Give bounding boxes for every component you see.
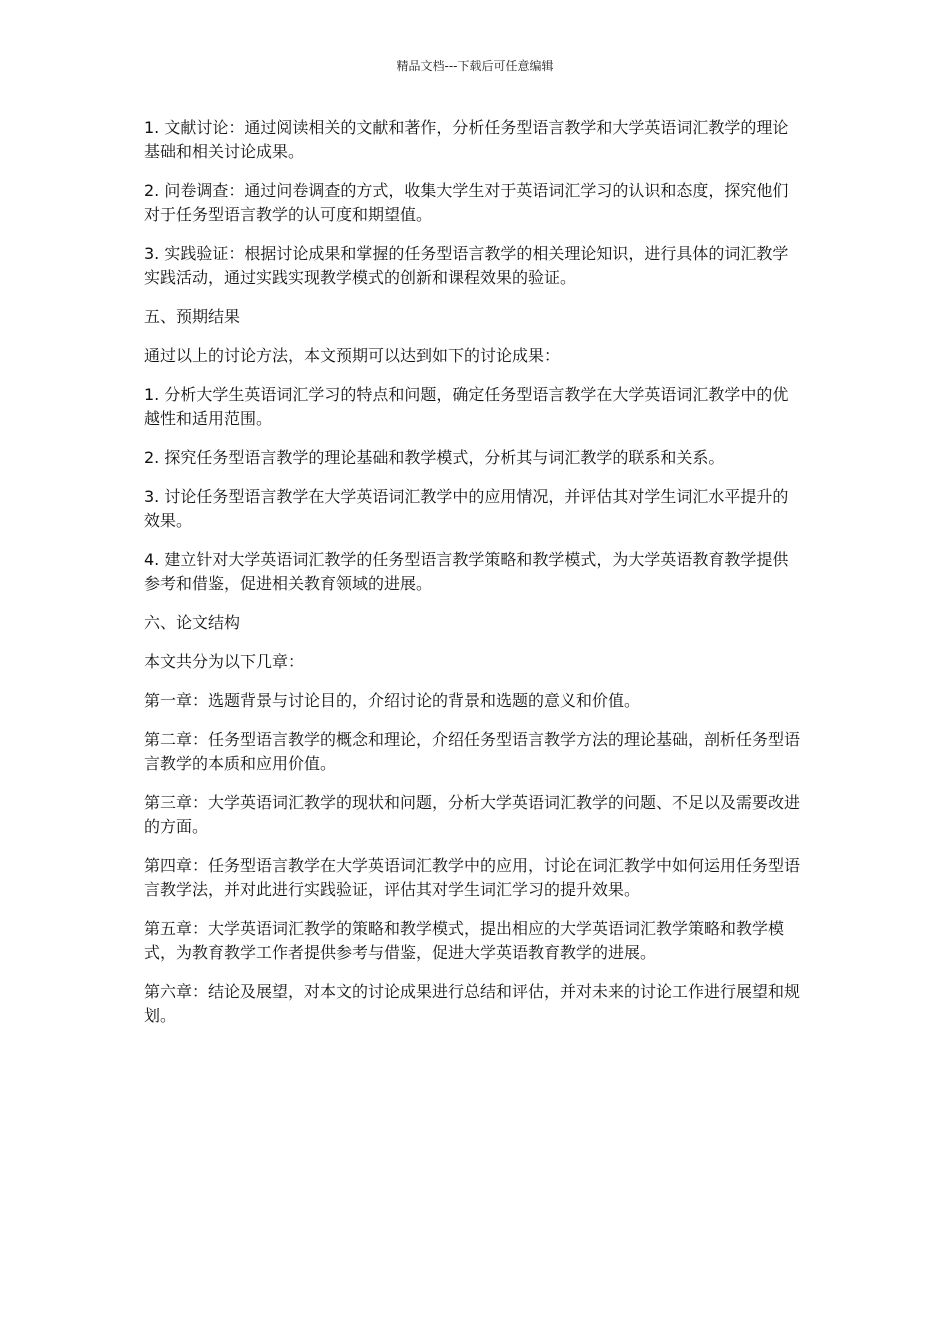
list-item-questionnaire: 2. 问卷调查：通过问卷调查的方式，收集大学生对于英语词汇学习的认识和态度，探究他们对于任务型语言教学的认可度和期望值。 [144, 181, 789, 224]
chapter-2: 第二章：任务型语言教学的概念和理论，介绍任务型语言教学方法的理论基础，剖析任务型语言教学的本质和应用价值。 [144, 730, 801, 773]
chapter-1: 第一章：选题背景与讨论目的，介绍讨论的背景和选题的意义和价值。 [144, 691, 641, 710]
section-heading-expected-results: 五、预期结果 [144, 307, 241, 326]
list-item-practice-verification: 3. 实践验证：根据讨论成果和掌握的任务型语言教学的相关理论知识，进行具体的词汇教学实践活动，通过实践实现教学模式的创新和课程效果的验证。 [144, 244, 789, 287]
chapter-6: 第六章：结论及展望，对本文的讨论成果进行总结和评估，并对未来的讨论工作进行展望和规划。 [144, 982, 801, 1025]
section-heading-thesis-structure: 六、论文结构 [144, 613, 241, 632]
list-item-result-3: 3. 讨论任务型语言教学在大学英语词汇教学中的应用情况，并评估其对学生词汇水平提升的效果。 [144, 487, 789, 530]
expected-results-intro: 通过以上的讨论方法，本文预期可以达到如下的讨论成果： [144, 346, 561, 365]
chapter-4: 第四章：任务型语言教学在大学英语词汇教学中的应用，讨论在词汇教学中如何运用任务型语言教学法，并对此进行实践验证，评估其对学生词汇学习的提升效果。 [144, 856, 801, 899]
list-item-result-4: 4. 建立针对大学英语词汇教学的任务型语言教学策略和教学模式，为大学英语教育教学提供 参考和借鉴，促进相关教育领域的进展。 [144, 550, 789, 593]
chapter-5: 第五章：大学英语词汇教学的策略和教学模式，提出相应的大学英语词汇教学策略和教学模式，为教育教学工作者提供参考与借鉴，促进大学英语教育教学的进展。 [144, 919, 785, 962]
thesis-structure-intro: 本文共分为以下几章： [144, 652, 305, 671]
list-item-literature-discussion: 1. 文献讨论：通过阅读相关的文献和著作，分析任务型语言教学和大学英语词汇教学的理论基础和相关讨论成果。 [144, 118, 789, 161]
chapter-3: 第三章：大学英语词汇教学的现状和问题，分析大学英语词汇教学的问题、不足以及需要改进的方面。 [144, 793, 801, 836]
document-body [144, 116, 804, 1043]
list-item-result-2: 2. 探究任务型语言教学的理论基础和教学模式，分析其与词汇教学的联系和关系。 [144, 448, 725, 467]
list-item-result-1: 1. 分析大学生英语词汇学习的特点和问题，确定任务型语言教学在大学英语词汇教学中的优 越性和适用范围。 [144, 385, 789, 428]
page-header: 精品文档---下载后可任意编辑 [396, 59, 554, 73]
